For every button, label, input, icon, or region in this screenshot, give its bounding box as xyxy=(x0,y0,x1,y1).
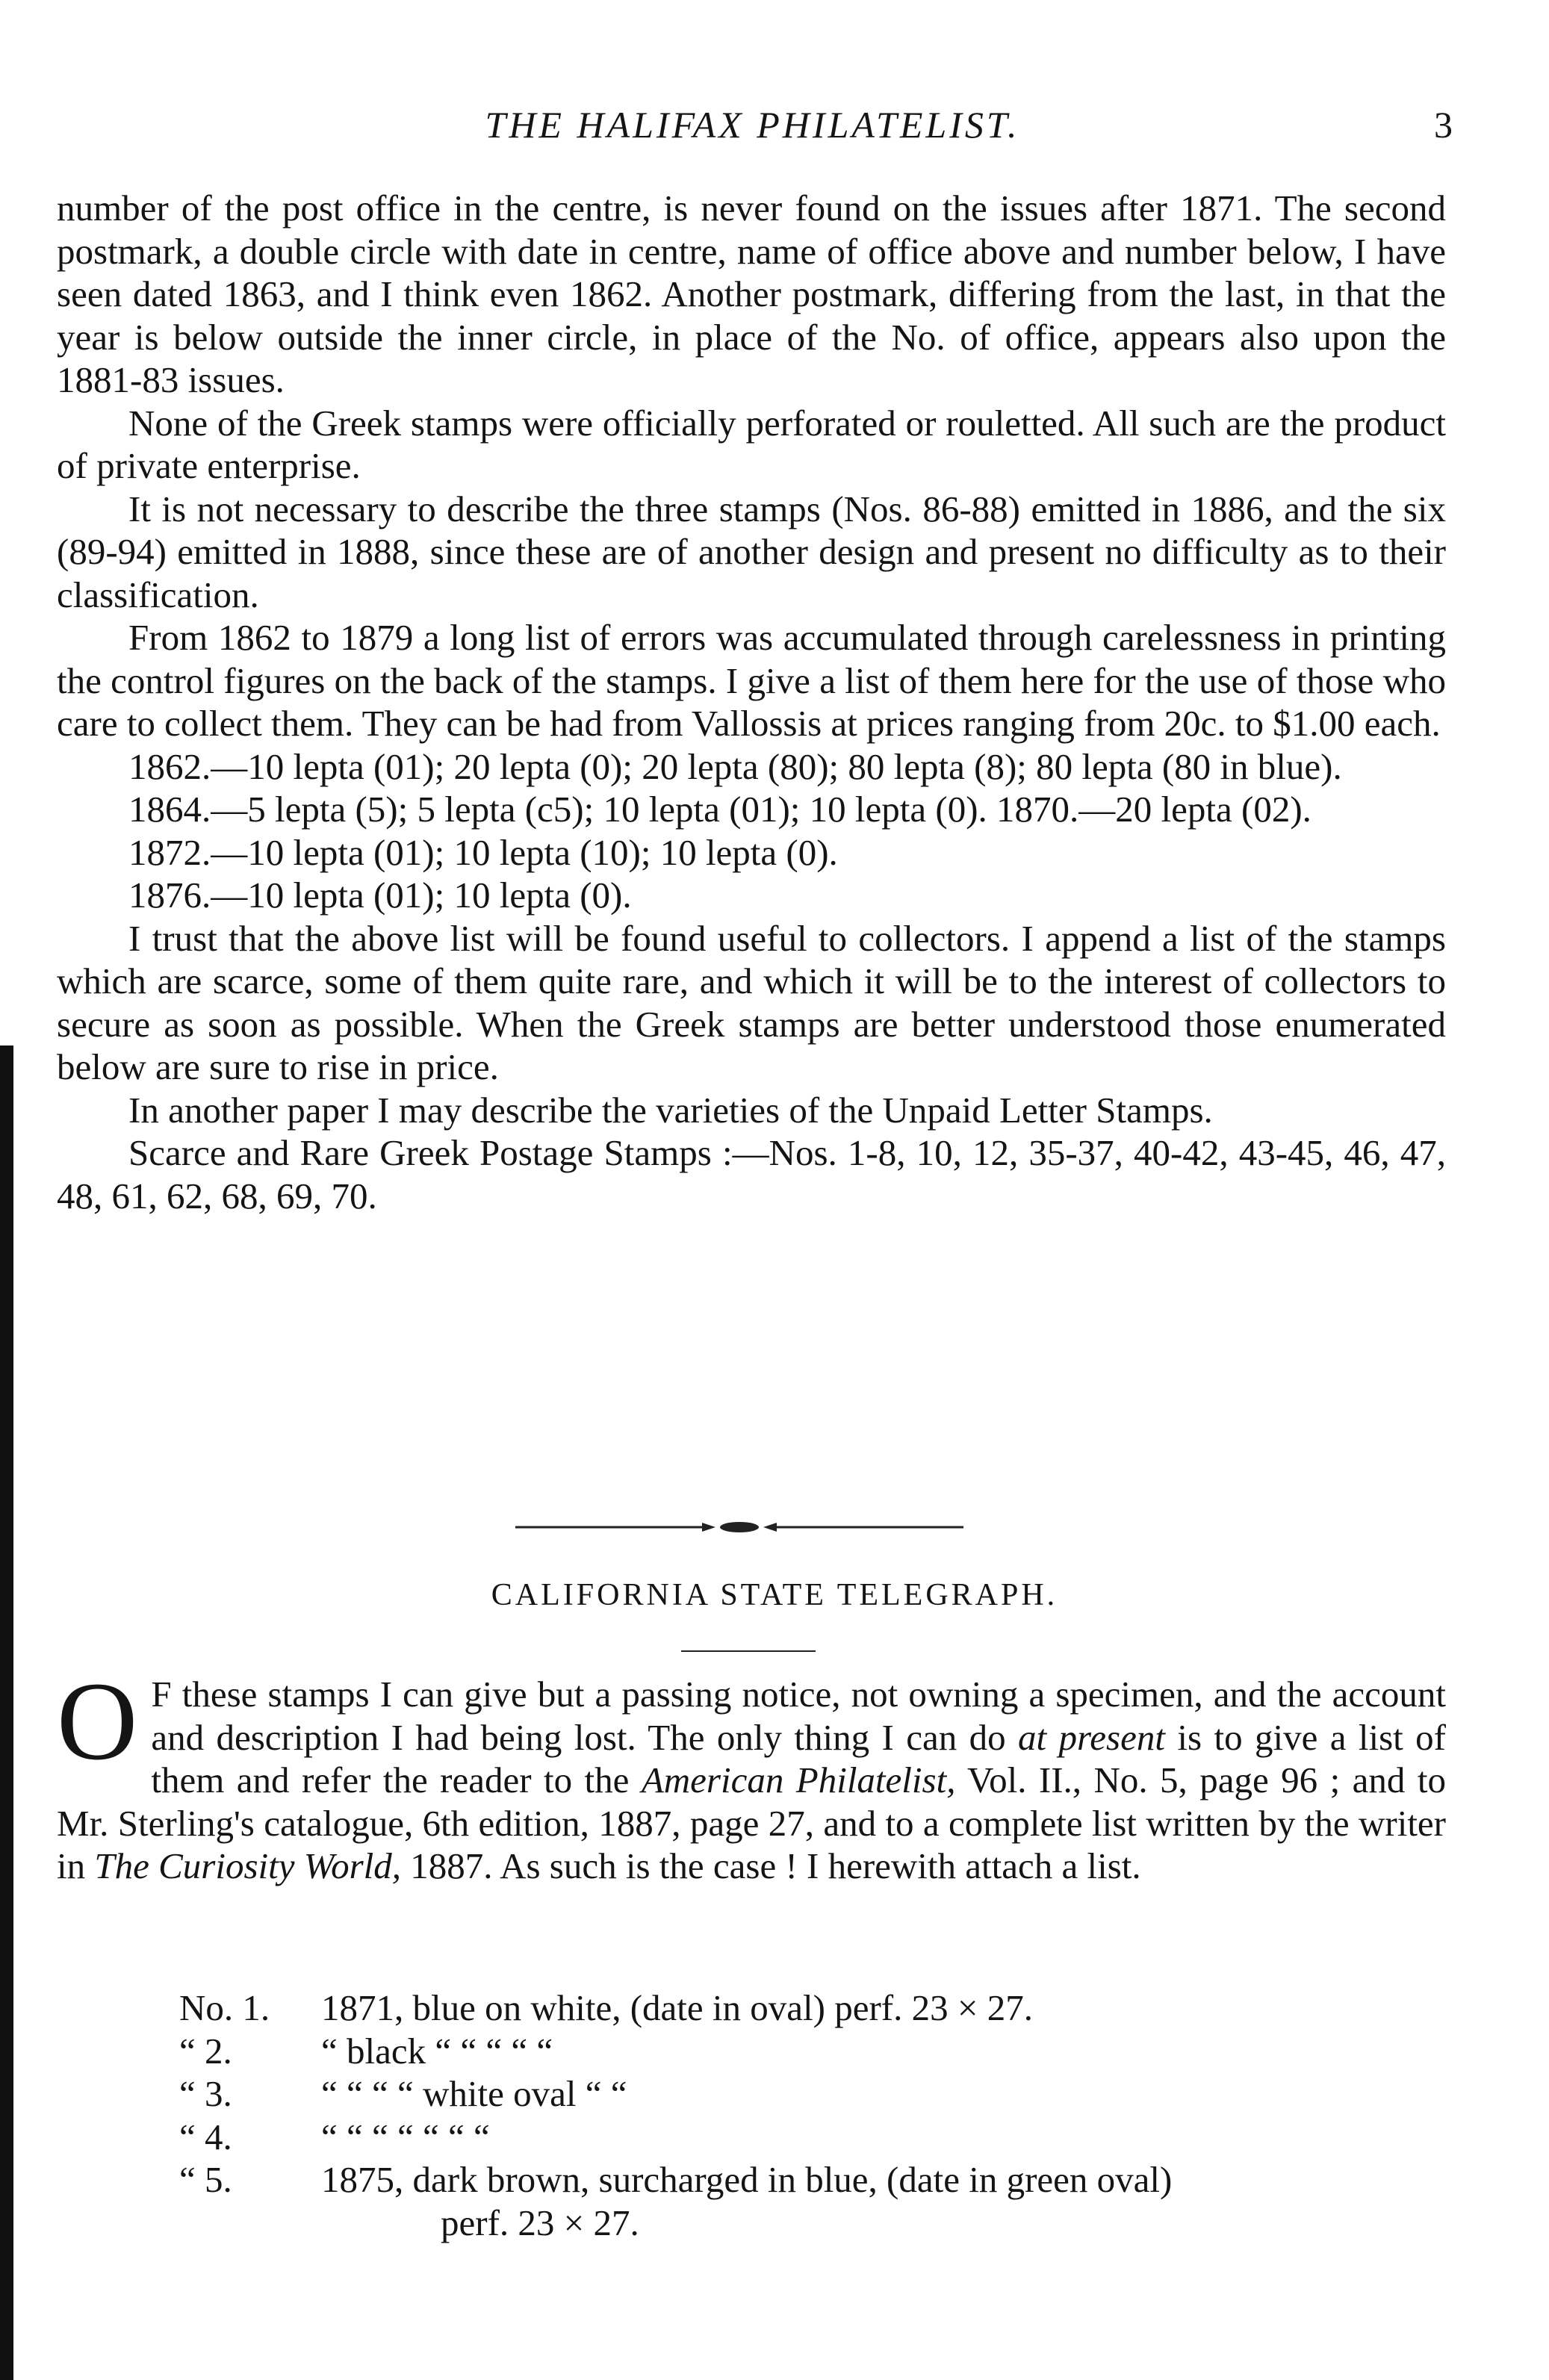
paragraph: Scarce and Rare Greek Postage Stamps :—Nos. 1-8, 10, 12, 35-37, 40-42, 43-45, 46, 47, 48, 61, 62, 68, 69, 70. xyxy=(57,1132,1446,1217)
running-head xyxy=(52,103,1453,155)
section-intro xyxy=(57,1659,1446,1888)
paragraph: number of the post office in the centre, is never found on the issues after 1871. The second postmark, a double circle with date in centre, name of office above and number below, I have seen dated 1863, and I think even 1862. Another postmark, differing from the last, in that the year is below outside the inner circle, in place of the No. of office, appears also upon the 1881-83 issues. xyxy=(57,187,1446,400)
list-item xyxy=(179,2072,1449,2116)
intro-text: 1887. As such is the case ! I herewith attach a list. xyxy=(401,1845,1141,1886)
list-description: “ “ “ “ white oval “ “ xyxy=(321,2073,627,2114)
list-description: 1871, blue on white, (date in oval) perf. 23 × 27. xyxy=(321,1987,1033,2028)
list-number: No. 1. xyxy=(179,1987,270,2028)
paragraph: It is not necessary to describe the three stamps (Nos. 86-88) emitted in 1886, and the six (89-94) emitted in 1888, since these are of another design and present no difficulty as to their classification. xyxy=(57,488,1446,615)
stamp-list xyxy=(179,1986,1449,2244)
list-description: perf. 23 × 27. xyxy=(441,2202,639,2243)
list-number: “ 4. xyxy=(179,2116,232,2157)
intro-text: F these stamps I can give but a passing notice, not owning a specimen, and the account and description I had being lost. The only thing I can do xyxy=(151,1674,1446,1758)
intro-text: Vol. II., No. 5, page 96 ; and to Mr. Sterling's catalogue, 6th edition, 1887, page 27, and to a complete list written by the writer in xyxy=(57,1759,1446,1886)
paragraph: In another paper I may describe the varieties of the Unpaid Letter Stamps. xyxy=(128,1089,1213,1131)
paragraph: 1876.—10 lepta (01); 10 lepta (0). xyxy=(128,874,632,916)
intro-emphasis: at present xyxy=(1018,1716,1165,1758)
paragraph: 1872.—10 lepta (01); 10 lepta (10); 10 lepta (0). xyxy=(128,831,838,873)
paragraph: 1862.—10 lepta (01); 20 lepta (0); 20 lepta (80); 80 lepta (8); 80 lepta (80 in blue). xyxy=(128,745,1342,787)
journal-title: The Curiosity World, xyxy=(94,1845,402,1886)
paragraph: None of the Greek stamps were officially perforated or rouletted. All such are the product of private enterprise. xyxy=(57,402,1446,486)
list-item-continuation xyxy=(179,2202,1449,2245)
list-description: “ black “ “ “ “ “ xyxy=(321,2030,553,2072)
journal-title: American Philatelist, xyxy=(641,1759,956,1800)
list-item xyxy=(179,2116,1449,2159)
paragraph: From 1862 to 1879 a long list of errors was accumulated through carelessness in printing the control figures on the back of the stamps. I give a list of them here for the use of those who care to collect them. They can be had from Vallossis at prices ranging from 20c. to $1.00 each. xyxy=(57,617,1446,744)
ornamental-divider xyxy=(515,1520,963,1535)
heading-rule xyxy=(681,1650,816,1652)
page-edge-shadow xyxy=(0,1045,13,2380)
list-item xyxy=(179,2158,1449,2202)
list-description: “ “ “ “ “ “ “ xyxy=(321,2116,490,2157)
drop-cap: O xyxy=(57,1659,138,1783)
section-heading: CALIFORNIA STATE TELEGRAPH. xyxy=(491,1578,1058,1612)
paragraph: I trust that the above list will be found useful to collectors. I append a list of the stamps which are scarce, some of them quite rare, and which it will be to the interest of collectors to secure as soon as possible. When the Greek stamps are better understood those enumerated below are sure to rise in price. xyxy=(57,917,1446,1087)
list-item xyxy=(179,2030,1449,2073)
paragraph: 1864.—5 lepta (5); 5 lepta (c5); 10 lepta (01); 10 lepta (0). 1870.—20 lepta (02). xyxy=(128,789,1311,830)
list-description: 1875, dark brown, surcharged in blue, (date in green oval) xyxy=(321,2159,1173,2200)
page-number: 3 xyxy=(1434,104,1453,146)
running-title: THE HALIFAX PHILATELIST. xyxy=(485,104,1020,146)
section-body xyxy=(57,1659,1446,1888)
list-number: “ 5. xyxy=(179,2159,232,2200)
list-number: “ 3. xyxy=(179,2073,232,2114)
list-item xyxy=(179,1986,1449,2030)
list-number: “ 2. xyxy=(179,2030,232,2072)
intro-text: is to give a list of them and refer the reader to the xyxy=(151,1716,1446,1800)
article-body xyxy=(57,187,1446,1217)
